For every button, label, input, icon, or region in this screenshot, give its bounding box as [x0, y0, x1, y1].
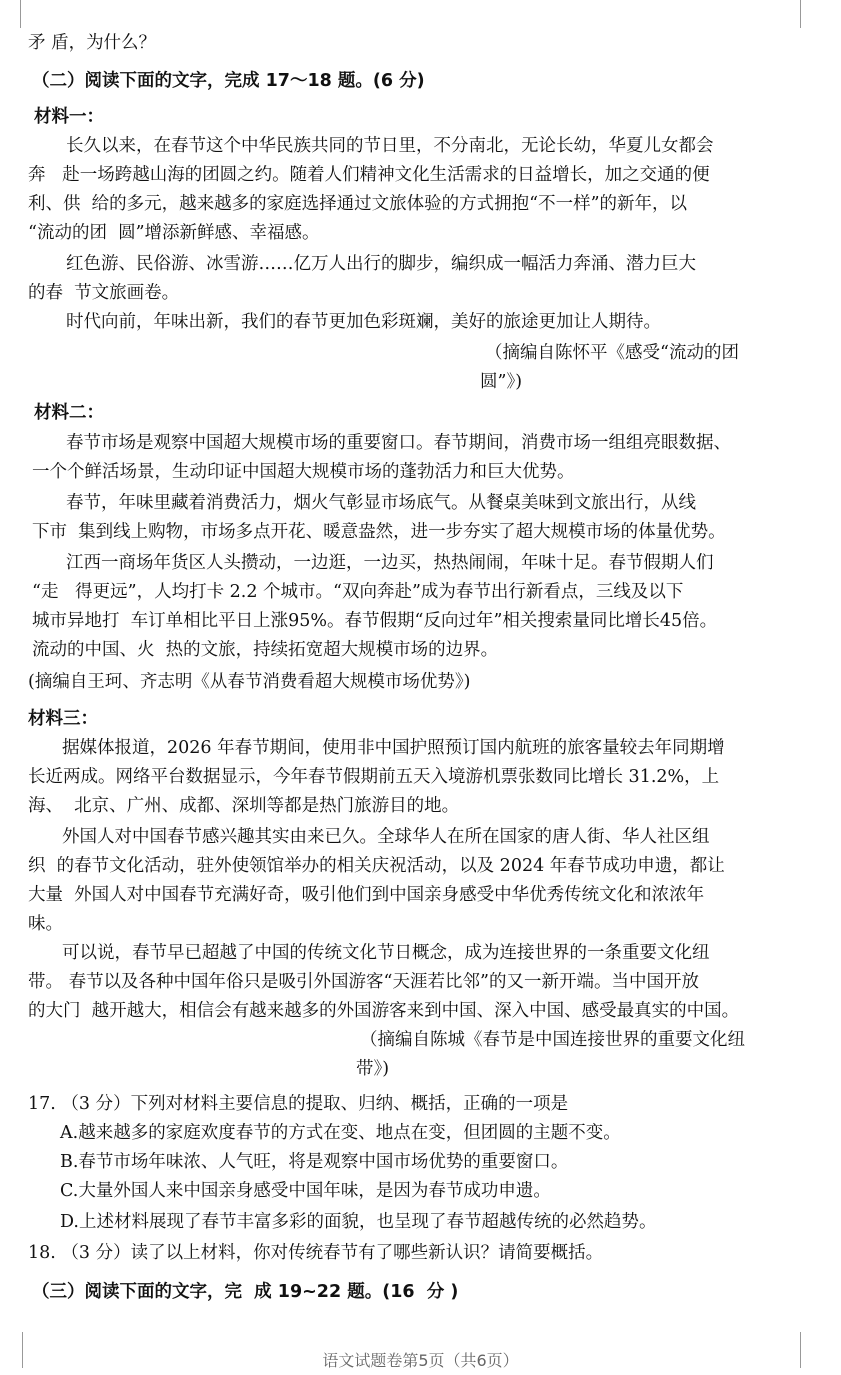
- question-17-option: D.上述材料展现了春节丰富多彩的面貌，也呈现了春节超越传统的必然趋势。: [60, 1212, 657, 1232]
- material1-line: “流动的团 圆”增添新鲜感、幸福感。: [28, 223, 320, 243]
- material1-line: 时代向前，年味出新，我们的春节更加色彩斑斓，美好的旅途更加让人期待。: [66, 312, 661, 332]
- material3-line: 据媒体报道，2026 年春节期间，使用非中国护照预订国内航班的旅客量较去年同期增: [62, 738, 725, 758]
- material3-line: 味。: [28, 914, 63, 934]
- material2-line: 江西一商场年货区人头攒动，一边逛，一边买，热热闹闹，年味十足。春节假期人们: [66, 553, 714, 573]
- question-17-option: B.春节市场年味浓、人气旺，将是观察中国市场优势的重要窗口。: [60, 1152, 569, 1172]
- material2-line: 下市 集到线上购物，市场多点开花、暖意盎然，进一步夯实了超大规模市场的体量优势。: [32, 522, 726, 542]
- material1-line: 奔 赴一场跨越山海的团圆之约。随着人们精神文化生活需求的日益增长，加之交通的便: [28, 165, 710, 185]
- material2-line: 一个个鲜活场景，生动印证中国超大规模市场的蓬勃活力和巨大优势。: [32, 462, 575, 482]
- material3-line: 带。 春节以及各种中国年俗只是吸引外国游客“天涯若比邻”的又一新开端。当中国开放: [28, 972, 699, 992]
- material3-line: 的大门 越开越大，相信会有越来越多的外国游客来到中国、深入中国、感受最真实的中国。: [28, 1001, 740, 1021]
- question-18-stem: 18. （3 分）读了以上材料，你对传统春节有了哪些新认识？请简要概括。: [28, 1243, 604, 1263]
- material2-line: 城市异地打 车订单相比平日上涨95%。春节假期“反向过年”相关搜索量同比增长45倍。: [32, 611, 718, 631]
- material1-label: 材料一：: [34, 107, 104, 127]
- material1-line: 的春 节文旅画卷。: [28, 283, 180, 303]
- material3-line: 大量 外国人对中国春节充满好奇，吸引他们到中国亲身感受中华优秀传统文化和浓浓年: [28, 885, 705, 905]
- material1-source: （摘编自陈怀平《感受“流动的团: [485, 343, 739, 363]
- material2-source: (摘编自王珂、齐志明《从春节消费看超大规模市场优势》): [28, 672, 471, 692]
- material1-source: 圆”》): [480, 372, 523, 392]
- material2-line: 春节市场是观察中国超大规模市场的重要窗口。春节期间，消费市场一组组亮眼数据、: [66, 433, 731, 453]
- material3-line: 可以说，春节早已超越了中国的传统文化节日概念，成为连接世界的一条重要文化纽: [62, 943, 710, 963]
- material1-line: 红色游、民俗游、冰雪游……亿万人出行的脚步，编织成一幅活力奔涌、潜力巨大: [66, 254, 696, 274]
- material3-line: 外国人对中国春节感兴趣其实由来已久。全球华人在所在国家的唐人街、华人社区组: [62, 827, 710, 847]
- material2-label: 材料二：: [34, 403, 104, 423]
- material3-source: 带》): [356, 1059, 390, 1079]
- question-17-option: C.大量外国人来中国亲身感受中国年味，是因为春节成功申遗。: [60, 1181, 551, 1201]
- material3-line: 织 的春节文化活动，驻外使领馆举办的相关庆祝活动，以及 2024 年春节成功申遗，都让: [28, 856, 725, 876]
- section2-heading: （二）阅读下面的文字，完成 17～18 题。(6 分): [32, 71, 425, 91]
- material2-line: “走 得更远”，人均打卡 2.2 个城市。“双向奔赴”成为春节出行新看点，三线及以下: [32, 582, 684, 602]
- material3-label: 材料三：: [28, 709, 98, 729]
- crop-mark-top-right: [800, 0, 841, 28]
- top-line: 矛 盾，为什么？: [28, 33, 157, 53]
- material1-line: 长久以来，在春节这个中华民族共同的节日里，不分南北，无论长幼，华夏儿女都会: [66, 136, 714, 156]
- material3-line: 长近两成。网络平台数据显示，今年春节假期前五天入境游机票张数同比增长 31.2%，上: [28, 767, 720, 787]
- question-17-option: A.越来越多的家庭欢度春节的方式在变、地点在变，但团圆的主题不变。: [60, 1123, 621, 1143]
- section3-heading: （三）阅读下面的文字，完 成 19~22 题。(16 分 ): [32, 1282, 459, 1302]
- material1-line: 利、供 给的多元，越来越多的家庭选择通过文旅体验的方式拥抱“不一样”的新年，以: [28, 194, 688, 214]
- page-footer: 语文试题卷第5页（共6页）: [322, 1351, 519, 1370]
- question-17-stem: 17. （3 分）下列对材料主要信息的提取、归纳、概括，正确的一项是: [28, 1094, 569, 1114]
- material3-source: （摘编自陈城《春节是中国连接世界的重要文化纽: [360, 1030, 745, 1050]
- material2-line: 春节，年味里藏着消费活力，烟火气彰显市场底气。从餐桌美味到文旅出行，从线: [66, 493, 696, 513]
- material2-line: 流动的中国、火 热的文旅，持续拓宽超大规模市场的边界。: [32, 640, 499, 660]
- material3-line: 海、 北京、广州、成都、深圳等都是热门旅游目的地。: [28, 796, 460, 816]
- crop-mark-top-left: [0, 0, 21, 28]
